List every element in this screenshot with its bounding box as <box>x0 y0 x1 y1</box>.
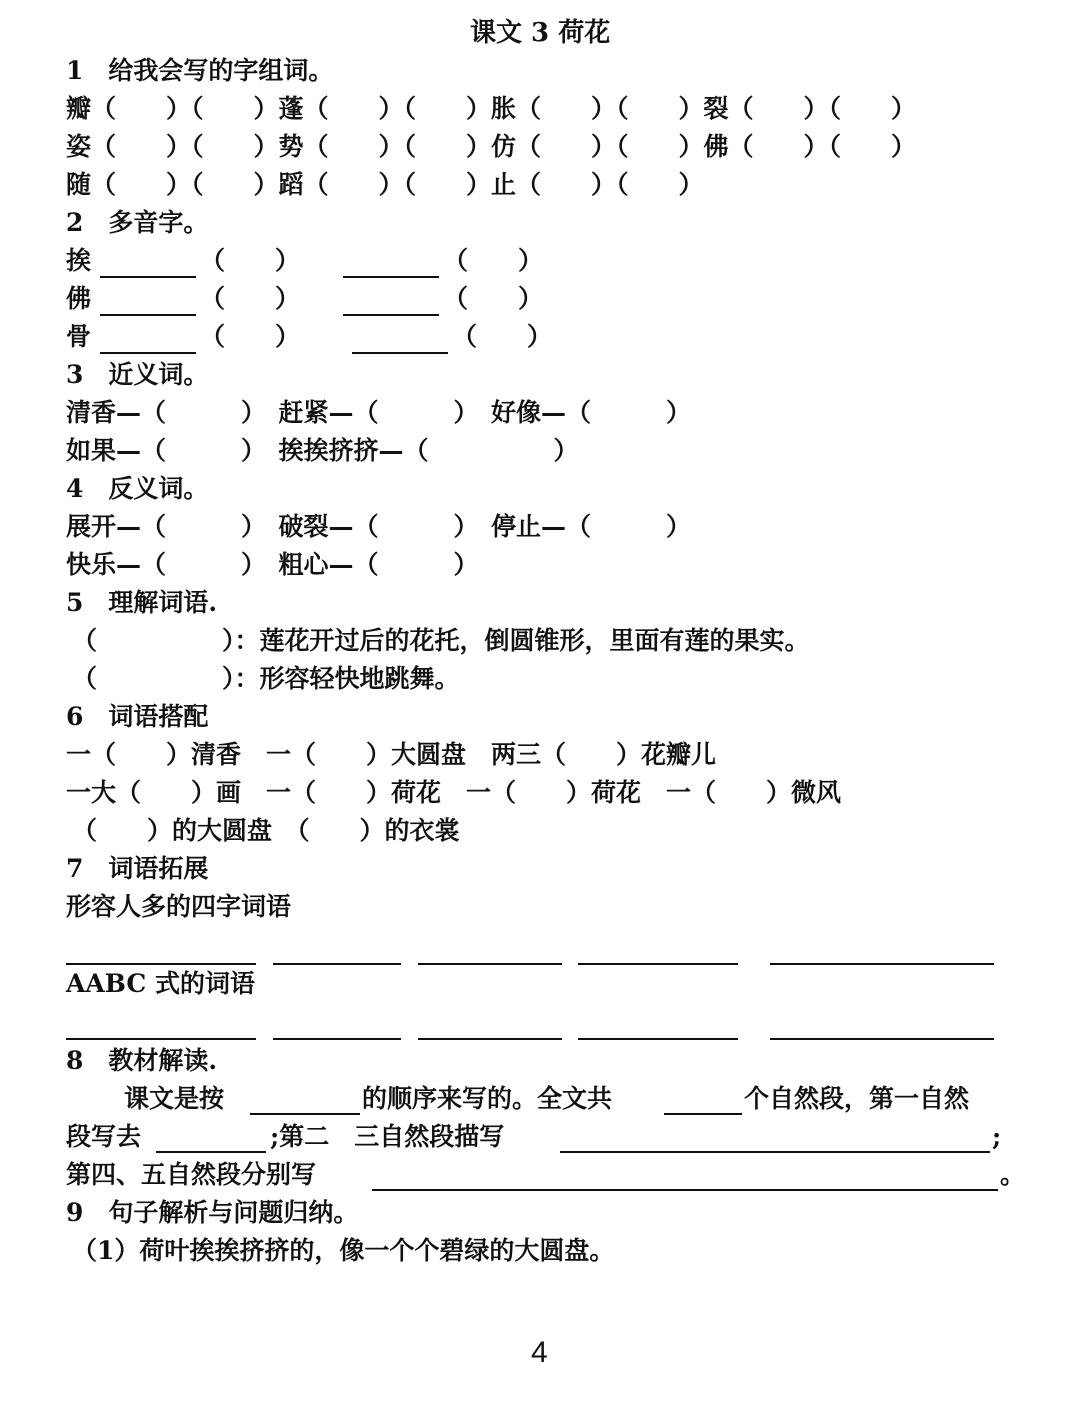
section-4-heading: 4 反义词。 <box>66 474 209 503</box>
s4-row-2: 快乐—（ ） 粗心—（ ） <box>66 550 479 579</box>
s2-row-2-paren-1: （ ） <box>200 284 301 313</box>
section-5-heading: 5 理解词语. <box>66 588 218 617</box>
s2-row-1-blank-2[interactable] <box>343 276 439 278</box>
s8-line-1-b: 的顺序来写的。全文共 <box>362 1084 613 1113</box>
s7-blank-1-4[interactable] <box>578 963 738 965</box>
s6-row-3: （ ）的大圆盘 （ ）的衣裳 <box>72 816 460 845</box>
section-7-heading: 7 词语拓展 <box>66 854 209 883</box>
s2-row-2-blank-2[interactable] <box>343 314 439 316</box>
s8-blank-para1[interactable] <box>156 1151 266 1153</box>
s8-line-2-a: 段写去 <box>66 1122 142 1151</box>
s8-line-1-a: 课文是按 <box>124 1084 225 1113</box>
s3-row-2: 如果—（ ） 挨挨挤挤—（ ） <box>66 436 579 465</box>
section-8-heading: 8 教材解读. <box>66 1046 218 1075</box>
s2-row-3-blank-1[interactable] <box>100 352 196 354</box>
s8-line-3-b: 。 <box>1000 1160 1026 1189</box>
section-9-heading: 9 句子解析与问题归纳。 <box>66 1198 359 1227</box>
s6-row-2: 一大（ ）画 一（ ）荷花 一（ ）荷花 一（ ）微风 <box>66 778 842 807</box>
s7-blank-2-3[interactable] <box>418 1038 562 1040</box>
s8-line-2-c: ; <box>992 1122 1002 1151</box>
s7-blank-1-5[interactable] <box>770 963 994 965</box>
s8-blank-order[interactable] <box>250 1113 360 1115</box>
s7-blank-2-2[interactable] <box>273 1038 401 1040</box>
s4-row-1: 展开—（ ） 破裂—（ ） 停止—（ ） <box>66 512 692 541</box>
s8-blank-para45[interactable] <box>372 1189 998 1191</box>
s7-sub-1: 形容人多的四字词语 <box>66 892 292 921</box>
s2-row-3-char: 骨 <box>66 322 92 351</box>
s6-row-1: 一（ ）清香 一（ ）大圆盘 两三（ ）花瓣儿 <box>66 740 717 769</box>
s9-question-1: （1）荷叶挨挨挤挤的，像一个个碧绿的大圆盘。 <box>72 1236 615 1265</box>
page-number: 4 <box>531 1336 548 1369</box>
s7-blank-2-1[interactable] <box>66 1038 256 1040</box>
s8-blank-count[interactable] <box>664 1113 742 1115</box>
s5-row-1: （ ）：莲花开过后的花托，倒圆锥形，里面有莲的果实。 <box>72 626 810 655</box>
section-3-heading: 3 近义词。 <box>66 360 209 389</box>
s7-sub-2: AABC 式的词语 <box>66 969 255 998</box>
section-1-heading: 1 给我会写的字组词。 <box>66 56 334 85</box>
s2-row-2-blank-1[interactable] <box>100 314 196 316</box>
s2-row-3-blank-2[interactable] <box>352 352 448 354</box>
s2-row-1-blank-1[interactable] <box>100 276 196 278</box>
s1-row-2: 姿（ ）（ ）势（ ）（ ）仿（ ）（ ）佛（ ）（ ） <box>66 132 917 161</box>
s3-row-1: 清香—（ ） 赶紧—（ ） 好像—（ ） <box>66 398 692 427</box>
s7-blank-1-2[interactable] <box>273 963 401 965</box>
s2-row-2-paren-2: （ ） <box>443 284 544 313</box>
section-6-heading: 6 词语搭配 <box>66 702 209 731</box>
s8-blank-para23[interactable] <box>560 1151 990 1153</box>
s2-row-2-char: 佛 <box>66 284 92 313</box>
s2-row-1-char: 挨 <box>66 246 92 275</box>
s5-row-2: （ ）：形容轻快地跳舞。 <box>72 664 460 693</box>
s1-row-1: 瓣（ ）（ ）蓬（ ）（ ）胀（ ）（ ）裂（ ）（ ） <box>66 94 917 123</box>
s8-line-1-c: 个自然段，第一自然 <box>744 1084 970 1113</box>
s1-row-3: 随（ ）（ ）蹈（ ）（ ）止（ ）（ ） <box>66 170 704 199</box>
s2-row-1-paren-2: （ ） <box>443 246 544 275</box>
s8-line-3-a: 第四、五自然段分别写 <box>66 1160 317 1189</box>
page-title: 课文 3 荷花 <box>470 18 611 48</box>
s2-row-3-paren-2: （ ） <box>452 322 553 351</box>
s7-blank-1-3[interactable] <box>418 963 562 965</box>
s8-line-2-b: ;第二 三自然段描写 <box>270 1122 505 1151</box>
section-2-heading: 2 多音字。 <box>66 208 209 237</box>
s7-blank-1-1[interactable] <box>66 963 256 965</box>
s7-blank-2-5[interactable] <box>770 1038 994 1040</box>
s2-row-3-paren-1: （ ） <box>200 322 301 351</box>
s2-row-1-paren-1: （ ） <box>200 246 301 275</box>
s7-blank-2-4[interactable] <box>578 1038 738 1040</box>
